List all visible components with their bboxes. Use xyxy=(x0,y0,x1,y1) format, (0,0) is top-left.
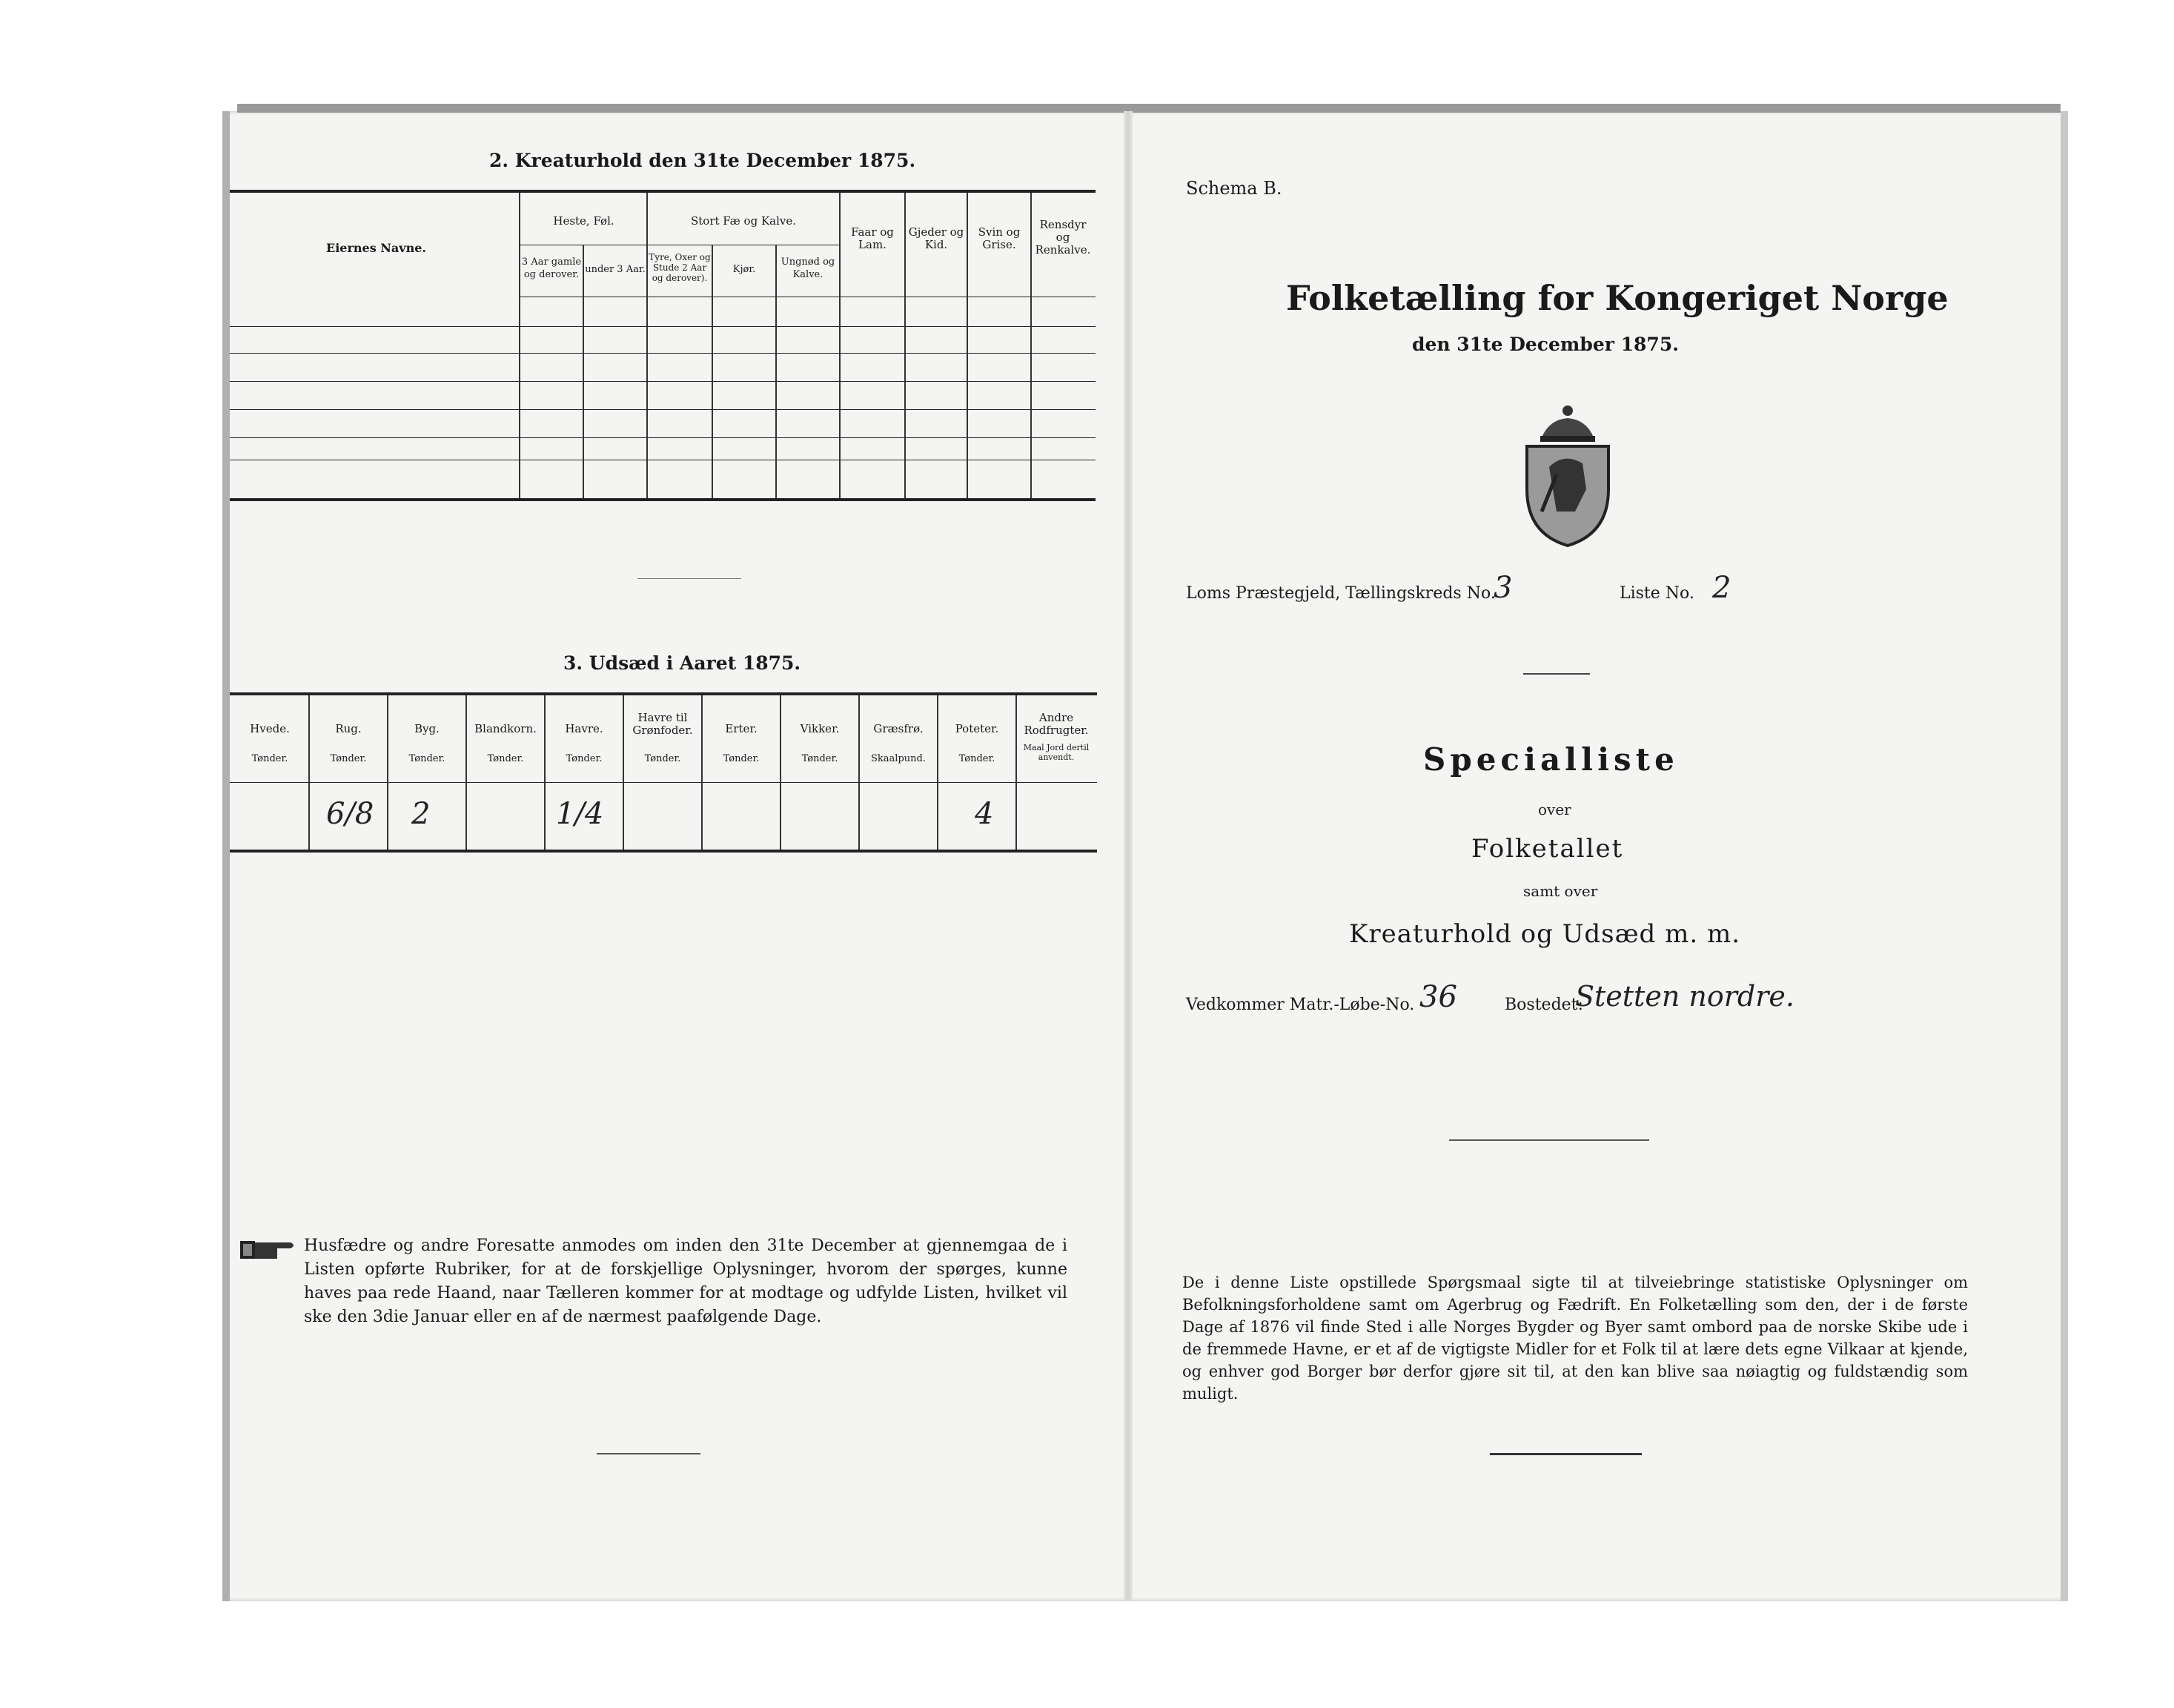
matr-label: Vedkommer Matr.-Løbe-No. xyxy=(1186,996,1415,1014)
short-divider xyxy=(637,578,741,579)
seed-col-vikker: Vikker. xyxy=(800,722,840,735)
seed-unit-vikker: Tønder. xyxy=(801,753,838,764)
seed-col-havre: Havre. xyxy=(565,722,603,735)
divider-3 xyxy=(1490,1453,1642,1455)
norway-coat-of-arms-icon xyxy=(1512,400,1623,549)
seed-unit-hvede: Tønder. xyxy=(251,753,288,764)
matr-number: 36 xyxy=(1419,980,1457,1014)
seed-unit-poteter: Tønder. xyxy=(958,753,995,764)
seed-col-poteter: Poteter. xyxy=(955,722,999,735)
col-stort-fae: Stort Fæ og Kalve. xyxy=(690,214,797,228)
col-eiernes-navne: Eiernes Navne. xyxy=(326,241,426,255)
seed-unit-blandkorn: Tønder. xyxy=(487,753,524,764)
liste-number: 2 xyxy=(1712,571,1731,605)
bottom-divider-left xyxy=(597,1453,700,1454)
census-title: Folketælling for Kongeriget Norge xyxy=(1286,278,1949,318)
seed-value-poteter: 4 xyxy=(975,797,994,831)
samt-over-label: samt over xyxy=(1523,882,1598,900)
kreaturhold-heading: Kreaturhold og Udsæd m. m. xyxy=(1349,919,1741,949)
census-purpose-paragraph: De i denne Liste opstillede Spørgsmaal sigte til at tilveiebringe statistiske Oplysninger om Befolkningsforholdene samt om Agerbrug og Fædrift. En Folketælling som den, der i de første Dage af 1876 vil finde Sted i alle Norges Bygder og Byer samt ombord paa de norske Skibe ude i de fremmede Havne, er et af de vigtigste Midler for et Folk til at lære dets egne Vilkaar at kjende, og enhver god Borger bør derfor gjøre sit til, at den kan blive saa nøiagtig og fuldstændig som muligt. xyxy=(1182,1274,1968,1403)
bosted-label: Bostedet: xyxy=(1505,996,1583,1014)
col-heste-under3: under 3 Aar. xyxy=(585,264,646,275)
householder-notice: Husfædre og andre Foresatte anmodes om inden den 31te December at gjennemgaa de i Listen opførte Rubriker, for at de forskjellige Oplysninger, hvorom der spørges, kunne haves paa rede Haand, naar Tælleren kommer for at modtage og udfylde Listen, hvilket vil ske den 3die Januar eller en af de nærmest paafølgende Dage. xyxy=(304,1237,1067,1326)
kreds-number: 3 xyxy=(1494,571,1513,605)
seed-unit-byg: Tønder. xyxy=(408,753,445,764)
seed-unit-rodfrugter: Maal Jord dertil anvendt. xyxy=(1023,743,1090,762)
page-fold xyxy=(1124,111,1133,1601)
seed-col-blandkorn: Blandkorn. xyxy=(474,722,537,735)
seed-col-erter: Erter. xyxy=(725,722,758,735)
col-svin: Svin og Grise. xyxy=(978,225,1021,251)
col-heste-3aar: 3 Aar gamle og derover. xyxy=(521,256,582,280)
sheet-top-edge xyxy=(237,104,2061,113)
section3-title: 3. Udsæd i Aaret 1875. xyxy=(563,652,801,674)
seed-col-gronfoder: Havre til Grønfoder. xyxy=(632,711,693,737)
col-heste: Heste, Føl. xyxy=(553,214,614,228)
col-faar: Faar og Lam. xyxy=(851,225,894,251)
col-tyre-oxer: Tyre, Oxer og Stude 2 Aar og derover). xyxy=(649,252,711,283)
sheet-right-edge xyxy=(2061,111,2068,1601)
seed-unit-rug: Tønder. xyxy=(330,753,367,764)
seed-value-rug: 6/8 xyxy=(326,797,374,831)
seed-unit-gronfoder: Tønder. xyxy=(644,753,681,764)
seed-col-byg: Byg. xyxy=(414,722,440,735)
folketallet-heading: Folketallet xyxy=(1471,834,1624,864)
seed-col-hvede: Hvede. xyxy=(250,722,290,735)
seed-col-graesfro: Græsfrø. xyxy=(873,722,924,735)
liste-label: Liste No. xyxy=(1620,584,1694,603)
col-ungnod: Ungnød og Kalve. xyxy=(781,256,835,280)
prestegjeld-label: Loms Præstegjeld, Tællingskreds No. xyxy=(1186,584,1496,603)
divider-1 xyxy=(1523,673,1590,675)
col-kjor: Kjør. xyxy=(732,264,756,275)
seed-unit-erter: Tønder. xyxy=(723,753,760,764)
census-date: den 31te December 1875. xyxy=(1412,334,1679,355)
seed-value-byg: 2 xyxy=(411,797,431,831)
col-gjeder: Gjeder og Kid. xyxy=(908,225,964,251)
specialliste-heading: Specialliste xyxy=(1423,741,1679,778)
seed-col-rodfrugter: Andre Rodfrugter. xyxy=(1024,711,1089,737)
col-rensdyr: Rensdyr og Renkalve. xyxy=(1035,218,1091,256)
seed-unit-havre: Tønder. xyxy=(566,753,603,764)
section2-title: 2. Kreaturhold den 31te December 1875. xyxy=(489,150,916,171)
over-label: over xyxy=(1538,801,1571,818)
bosted-value: Stetten nordre. xyxy=(1575,980,1794,1013)
seed-value-havre: 1/4 xyxy=(556,797,604,831)
pointing-hand-icon xyxy=(239,1237,298,1263)
seed-col-rug: Rug. xyxy=(335,722,362,735)
sheet-left-edge xyxy=(222,111,230,1601)
schema-label: Schema B. xyxy=(1186,178,1282,199)
seed-unit-graesfro: Skaalpund. xyxy=(871,753,926,764)
divider-2 xyxy=(1449,1139,1649,1141)
